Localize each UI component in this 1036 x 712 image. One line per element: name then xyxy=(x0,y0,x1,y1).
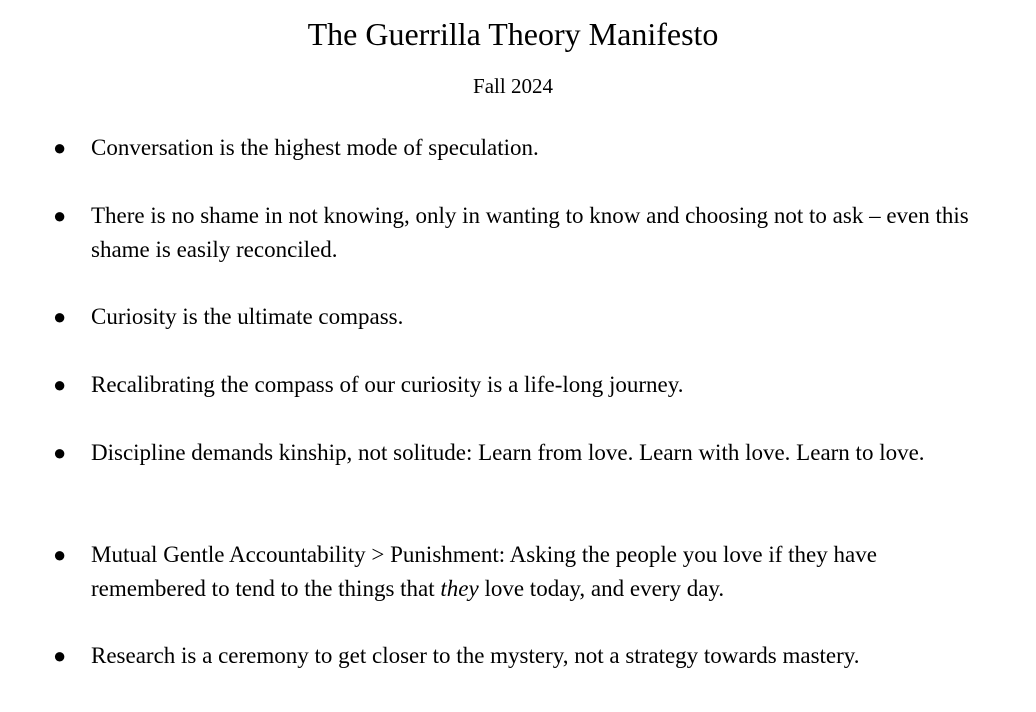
bullet-icon: ● xyxy=(53,542,67,567)
bullet-icon: ● xyxy=(53,372,67,397)
bullet-icon: ● xyxy=(53,203,67,228)
document-title: The Guerrilla Theory Manifesto xyxy=(307,16,719,52)
bullet-icon: ● xyxy=(53,304,67,329)
list-item-text: Conversation is the highest mode of speculation. xyxy=(91,135,539,160)
list-item-text: Recalibrating the compass of our curiosity is a life-long journey. xyxy=(91,372,684,397)
list-item-text: There is no shame in not knowing, only in wanting to know and choosing not to ask – even this shame is easily reconciled. xyxy=(91,203,969,262)
bullet-icon: ● xyxy=(53,135,67,160)
document-subtitle: Fall 2024 xyxy=(473,74,553,98)
list-item-emphasis: they xyxy=(440,576,479,601)
list-item-text xyxy=(91,538,981,606)
list-item-text: Discipline demands kinship, not solitude: Learn from love. Learn with love. Learn to love. xyxy=(91,440,925,465)
list-item-text-before: Mutual Gentle Accountability > Punishment: Asking the people you love if they have remembered to tend to the things that xyxy=(91,542,877,601)
bullet-icon: ● xyxy=(53,440,67,465)
list-item-text: Research is a ceremony to get closer to the mystery, not a strategy towards mastery. xyxy=(91,643,860,668)
list-item-text: Curiosity is the ultimate compass. xyxy=(91,304,404,329)
bullet-icon: ● xyxy=(53,643,67,668)
list-item-text-after: love today, and every day. xyxy=(478,576,725,601)
